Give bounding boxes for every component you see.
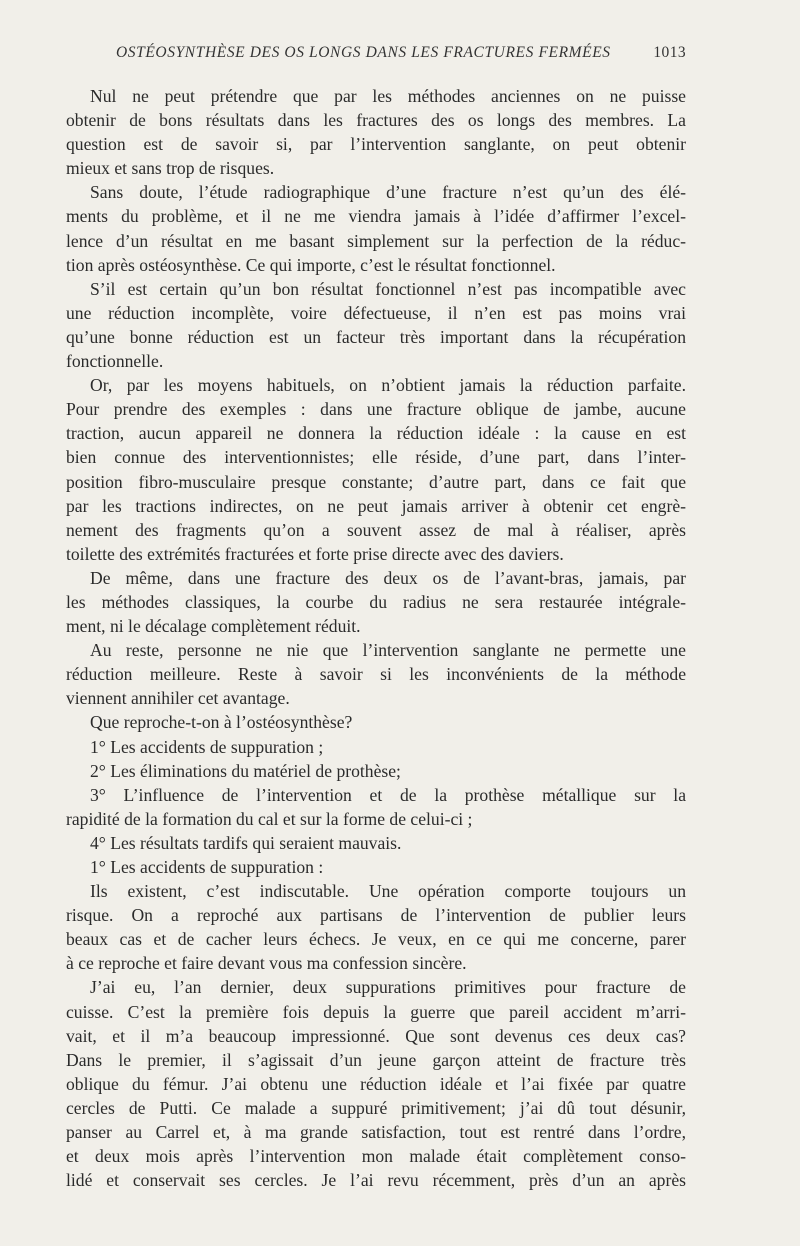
- section-heading: 1° Les accidents de suppuration :: [90, 857, 324, 877]
- text-line: lidé et conservait ses cercles. Je l’ai revu récemment, près d’un an après: [66, 1170, 686, 1191]
- text-line: mieux et sans trop de risques.: [66, 158, 275, 179]
- text-line: J’ai eu, l’an dernier, deux suppurations primitives pour fracture de: [90, 977, 686, 998]
- list-item: 1° Les accidents de suppuration ;: [90, 736, 324, 757]
- text-line: Nul ne peut prétendre que par les méthodes anciennes on ne puisse: [90, 86, 686, 106]
- text-line: risque. On a reproché aux partisans de l’intervention de publier leurs: [66, 905, 686, 926]
- text-line: toilette des extrémités fracturées et forte prise directe avec des daviers.: [66, 543, 564, 564]
- text-line: qu’une bonne réduction est un facteur très important dans la récupération: [66, 326, 686, 347]
- text-line: Pour prendre des exemples : dans une fracture oblique de jambe, aucune: [66, 399, 686, 420]
- list-item: 2° Les éliminations du matériel de prothèse;: [90, 760, 401, 781]
- text-line: lence d’un résultat en me basant simplement sur la perfection de la réduc-: [66, 230, 686, 251]
- text-line: traction, aucun appareil ne donnera la réduction idéale : la cause en est: [66, 423, 686, 444]
- text-line: Ils existent, c’est indiscutable. Une opération comporte toujours un: [90, 881, 686, 902]
- list-item: 4° Les résultats tardifs qui seraient mauvais.: [90, 832, 402, 853]
- text-line: fonctionnelle.: [66, 351, 164, 372]
- text-line: cercles de Putti. Ce malade a suppuré primitivement; j’ai dû tout désunir,: [66, 1097, 686, 1118]
- running-head-title: OSTÉOSYNTHÈSE DES OS LONGS DANS LES FRACTURES FERMÉES: [116, 44, 611, 61]
- text-line: obtenir de bons résultats dans les fractures des os longs des membres. La: [66, 110, 686, 131]
- text-line: vait, et il m’a beaucoup impressionné. Que sont devenus ces deux cas?: [66, 1025, 686, 1046]
- text-line: bien connue des interventionnistes; elle réside, d’une part, dans l’inter-: [66, 447, 686, 468]
- text-line: à ce reproche et faire devant vous ma confession sincère.: [66, 953, 467, 974]
- text-line: cuisse. C’est la première fois depuis la guerre que pareil accident m’arri-: [66, 1001, 686, 1022]
- text-line: Au reste, personne ne nie que l’intervention sanglante ne permette une: [90, 640, 686, 661]
- text-line: De même, dans une fracture des deux os de l’avant-bras, jamais, par: [90, 567, 686, 588]
- text-line: par les tractions indirectes, on ne peut jamais arriver à obtenir cet engrè-: [66, 495, 686, 516]
- text-line: beaux cas et de cacher leurs échecs. Je veux, en ce qui me concerne, parer: [66, 929, 686, 950]
- body-text: [66, 84, 686, 1192]
- text-line: Dans le premier, il s’agissait d’un jeune garçon atteint de fracture très: [66, 1049, 686, 1070]
- page-number: 1013: [653, 44, 686, 61]
- list-item: 3° L’influence de l’intervention et de la prothèse métallique sur la: [90, 784, 686, 805]
- text-line: S’il est certain qu’un bon résultat fonctionnel n’est pas incompatible avec: [90, 278, 686, 299]
- text-line: nement des fragments qu’on a souvent assez de mal à réaliser, après: [66, 519, 686, 540]
- text-line: rapidité de la formation du cal et sur la forme de celui-ci ;: [66, 808, 473, 829]
- text-line: position fibro-musculaire presque constante; d’autre part, dans ce fait que: [66, 471, 686, 492]
- text-line: ments du problème, et il ne me viendra jamais à l’idée d’affirmer l’excel-: [66, 206, 686, 227]
- text-line: une réduction incomplète, voire défectueuse, il n’en est pas moins vrai: [66, 302, 686, 323]
- text-line: et deux mois après l’intervention mon malade était complètement conso-: [66, 1146, 686, 1167]
- running-head: [66, 44, 686, 68]
- text-line: oblique du fémur. J’ai obtenu une réduction idéale et l’ai fixée par quatre: [66, 1073, 686, 1094]
- text-line: panser au Carrel et, à ma grande satisfaction, tout est rentré dans l’ordre,: [66, 1122, 686, 1143]
- text-line: viennent annihiler cet avantage.: [66, 688, 290, 709]
- text-line: tion après ostéosynthèse. Ce qui importe, c’est le résultat fonctionnel.: [66, 254, 556, 275]
- text-line: Or, par les moyens habituels, on n’obtient jamais la réduction parfaite.: [90, 375, 686, 396]
- text-line: question est de savoir si, par l’intervention sanglante, on peut obtenir: [66, 134, 686, 155]
- text-line: les méthodes classiques, la courbe du radius ne sera restaurée intégrale-: [66, 591, 686, 612]
- text-line: ment, ni le décalage complètement réduit.: [66, 616, 361, 637]
- text-line: réduction meilleure. Reste à savoir si les inconvénients de la méthode: [66, 664, 686, 685]
- text-line: Que reproche-t-on à l’ostéosynthèse?: [90, 712, 353, 733]
- text-line: Sans doute, l’étude radiographique d’une fracture n’est qu’un des élé-: [90, 182, 686, 203]
